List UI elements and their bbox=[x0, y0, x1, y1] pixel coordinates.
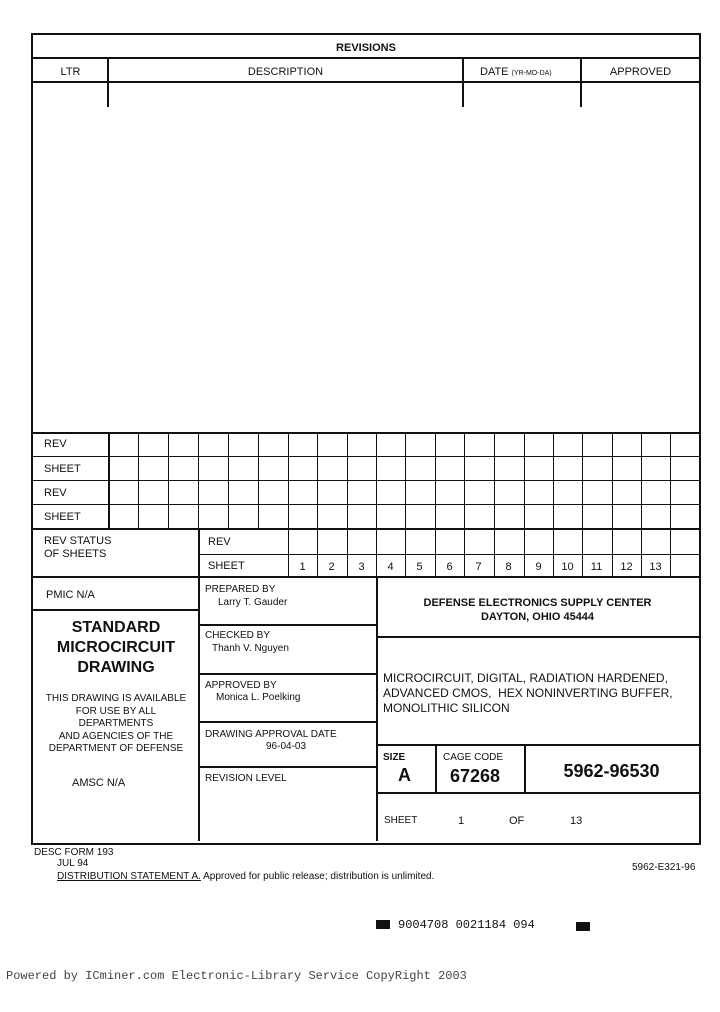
row-label-rev-2: REV bbox=[44, 487, 67, 499]
row-label-sheet-2: SHEET bbox=[44, 511, 81, 523]
of-label: OF bbox=[509, 815, 525, 827]
sheet-number-6: 6 bbox=[446, 561, 453, 573]
form-date: JUL 94 bbox=[57, 858, 89, 869]
barcode-mark-right bbox=[576, 922, 590, 931]
approval-date-value: 96-04-03 bbox=[266, 741, 307, 752]
sheet-number-3: 3 bbox=[358, 561, 365, 573]
part-description: MICROCIRCUIT, DIGITAL, RADIATION HARDENED, ADVANCED CMOS, HEX NONINVERTING BUFFER, MONOLITHIC SILICON bbox=[383, 671, 673, 715]
barcode-number: 9004708 0021184 094 bbox=[398, 918, 535, 932]
of-value: 13 bbox=[570, 815, 583, 827]
col-description: DESCRIPTION bbox=[247, 66, 324, 78]
drawing-title: STANDARD MICROCIRCUIT DRAWING bbox=[56, 619, 176, 676]
distribution-label: DISTRIBUTION STATEMENT A. bbox=[57, 871, 201, 882]
agency-name: DEFENSE ELECTRONICS SUPPLY CENTER bbox=[423, 597, 652, 609]
rev-label: REV bbox=[208, 536, 231, 548]
sheet-number-10: 10 bbox=[561, 561, 574, 573]
sheet-number-4: 4 bbox=[387, 561, 394, 573]
sheet-number-11: 11 bbox=[590, 561, 603, 573]
sheet-number-2: 2 bbox=[328, 561, 335, 573]
form-number: DESC FORM 193 bbox=[34, 847, 114, 858]
sheet-number-7: 7 bbox=[475, 561, 482, 573]
sheet-number-13: 13 bbox=[649, 561, 662, 573]
cage-code-value: 67268 bbox=[450, 766, 501, 786]
col-date-format: (YR-MO-DA) bbox=[511, 70, 552, 77]
prepared-by-label: PREPARED BY bbox=[205, 584, 276, 595]
sheet-field-label: SHEET bbox=[384, 815, 418, 826]
cage-code-label: CAGE CODE bbox=[443, 752, 504, 763]
approved-by-name: Monica L. Poelking bbox=[216, 692, 301, 703]
approval-date-label: DRAWING APPROVAL DATE bbox=[205, 729, 337, 740]
grid-row-line bbox=[33, 456, 699, 457]
grid-row-line bbox=[33, 504, 699, 505]
amsc-label: AMSC N/A bbox=[72, 777, 126, 789]
pmic-label: PMIC N/A bbox=[46, 589, 95, 601]
sheet-number-5: 5 bbox=[416, 561, 423, 573]
col-date-label: DATE bbox=[480, 66, 509, 78]
distribution-statement bbox=[57, 871, 434, 883]
sheet-label: SHEET bbox=[208, 560, 245, 572]
sheet-number-8: 8 bbox=[505, 561, 512, 573]
barcode-mark-left bbox=[376, 920, 390, 929]
checked-by-label: CHECKED BY bbox=[205, 630, 271, 641]
agency-address: DAYTON, OHIO 45444 bbox=[480, 611, 595, 623]
revisions-title: REVISIONS bbox=[336, 42, 396, 54]
size-label: SIZE bbox=[383, 752, 406, 763]
watermark: Powered by ICminer.com Electronic-Library Service CopyRight 2003 bbox=[6, 969, 467, 983]
col-approved: APPROVED bbox=[609, 66, 672, 78]
availability-note: THIS DRAWING IS AVAILABLE FOR USE BY ALL DEPARTMENTS AND AGENCIES OF THE DEPARTMENT OF DEFENSE bbox=[45, 693, 187, 754]
status-col-line bbox=[670, 528, 671, 576]
approved-by-label: APPROVED BY bbox=[205, 680, 277, 691]
sheet-number-9: 9 bbox=[535, 561, 542, 573]
row-label-rev-1: REV bbox=[44, 438, 67, 450]
row-label-sheet-1: SHEET bbox=[44, 463, 81, 475]
col-date bbox=[480, 66, 552, 79]
distribution-text: Approved for public release; distribution is unlimited. bbox=[200, 871, 435, 882]
col-ltr: LTR bbox=[60, 66, 81, 78]
checked-by-name: Thanh V. Nguyen bbox=[212, 643, 289, 654]
sheet-number-1: 1 bbox=[299, 561, 306, 573]
grid-col-line bbox=[699, 432, 700, 528]
document-code: 5962-E321-96 bbox=[632, 862, 696, 873]
size-value: A bbox=[398, 765, 411, 785]
drawing-number: 5962-96530 bbox=[563, 761, 660, 781]
rev-status-label: REV STATUS OF SHEETS bbox=[44, 535, 112, 560]
prepared-by-name: Larry T. Gauder bbox=[218, 597, 288, 608]
grid-row-line bbox=[33, 480, 699, 481]
revision-level-label: REVISION LEVEL bbox=[205, 773, 287, 784]
sheet-number-12: 12 bbox=[620, 561, 633, 573]
sheet-field-value: 1 bbox=[458, 815, 465, 827]
